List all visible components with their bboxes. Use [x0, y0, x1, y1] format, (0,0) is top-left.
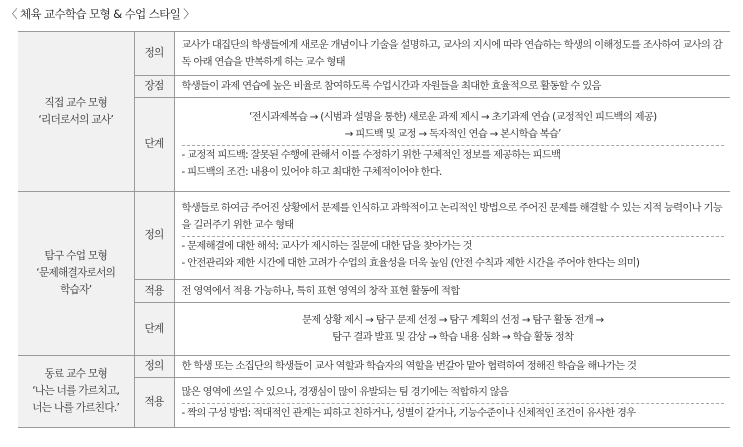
model-peer-cell	[18, 356, 134, 428]
row-label-steps: 단계	[134, 98, 174, 192]
model-alias: ‘나는 너를 가르치고,	[32, 385, 120, 397]
merit-line: 학생들이 과제 연습에 높은 비율로 참여하도록 수업시간과 자원들을 최대한 효율적으로 활동할 수 있음	[181, 80, 601, 92]
dashed-divider	[182, 236, 725, 237]
definition-paragraph: 학생들로 하여금 주어진 상황에서 문제를 인식하고 과학적이고 논리적인 방법으로 주어진 문제를 해결할 수 있는 지적 능력이나 기능을 길러주기 위한 교수 형태	[181, 201, 722, 231]
apply-line: 전 영역에서 적용 가능하나, 특히 표현 영역의 창작 표현 활동에 적합	[181, 284, 460, 297]
row-label-definition: 정의	[134, 356, 174, 378]
model-alias: 너는 나를 가르친다.’	[32, 402, 120, 414]
steps-line: ‘전시과제복습 → (시범과 설명을 통한) 새로운 과제 제시 → 초기과제 연습 (교정적인 피드백의 제공)	[249, 110, 657, 123]
definition-cell	[174, 192, 730, 280]
model-name: 직접 교수 모형	[44, 96, 108, 109]
row-label-merit: 장점	[134, 76, 174, 98]
note-line: - 안전관리와 제한 시간에 대한 고려가 수업의 효율성을 더욱 높임 (안전 수칙과 제한 시간을 주어야 한다는 의미)	[181, 256, 640, 269]
row-label-apply: 적용	[134, 378, 174, 428]
page-title: 〈 체육 교수학습 모형 & 수업 스타일 〉	[6, 7, 195, 21]
model-alias: ‘문제해결자로서의	[36, 267, 116, 279]
teaching-models-table	[18, 31, 730, 428]
steps-line: 탐구 결과 발표 및 감상 → 학습 내용 심화 → 학습 활동 정착	[332, 331, 574, 343]
apply-cell	[174, 378, 730, 428]
model-name: 동료 교수 모형	[44, 368, 108, 380]
row-label-apply: 적용	[134, 280, 174, 303]
model-name: 탐구 수업 모형	[44, 250, 108, 262]
apply-line: 많은 영역에 쓰일 수 있으나, 경쟁심이 많이 유발되는 팀 경기에는 적합하지 않음	[181, 385, 509, 398]
model-direct-cell	[18, 32, 134, 192]
definition-text	[174, 356, 730, 378]
note-line: - 문제해결에 대한 해석: 교사가 제시하는 질문에 대한 답을 찾아가는 것	[181, 239, 472, 252]
dashed-divider	[182, 145, 725, 146]
model-inquiry-cell	[18, 192, 134, 356]
note-line: - 피드백의 조건: 내용이 있어야 하고 최대한 구체적이어야 한다.	[181, 165, 442, 178]
steps-line: 문제 상황 제시 → 탐구 문제 선정 → 탐구 계획의 선정 → 탐구 활동 전개 →	[302, 314, 604, 326]
row-label-definition: 정의	[134, 192, 174, 280]
steps-line: → 피드백 및 교정 → 독자적인 연습 → 본시학습 복습’	[344, 127, 561, 140]
apply-text	[174, 280, 730, 303]
dashed-divider	[182, 403, 725, 404]
model-alias: 학습자’	[60, 284, 92, 296]
definition-paragraph: 교사가 대집단의 학생들에게 새로운 개념이나 기술을 설명하고, 교사의 지시에 따라 연습하는 학생의 이해정도를 조사하여 교사의 감독 아래 연습을 반복하게 하는 교수 형태	[181, 38, 722, 68]
merit-text	[174, 76, 730, 98]
steps-cell	[174, 98, 730, 192]
definition-text	[174, 32, 730, 76]
note-line: - 교정적 피드백: 잘못된 수행에 관해서 이를 수정하기 위한 구체적인 정보를 제공하는 피드백	[181, 148, 561, 161]
row-label-definition: 정의	[134, 32, 174, 76]
row-label-steps: 단계	[134, 303, 174, 356]
definition-line: 한 학생 또는 소집단의 학생들이 교사 역할과 학습자의 역할을 번갈아 맡아 협력하여 정해진 학습을 해나가는 것	[181, 360, 637, 372]
note-line: - 짝의 구성 방법: 적대적인 관계는 피하고 친하거나, 성별이 같거나, 기능수준이나 신체적인 조건이 유사한 경우	[181, 406, 636, 419]
model-alias: ‘리더로서의 교사’	[38, 113, 114, 126]
steps-cell	[174, 303, 730, 356]
